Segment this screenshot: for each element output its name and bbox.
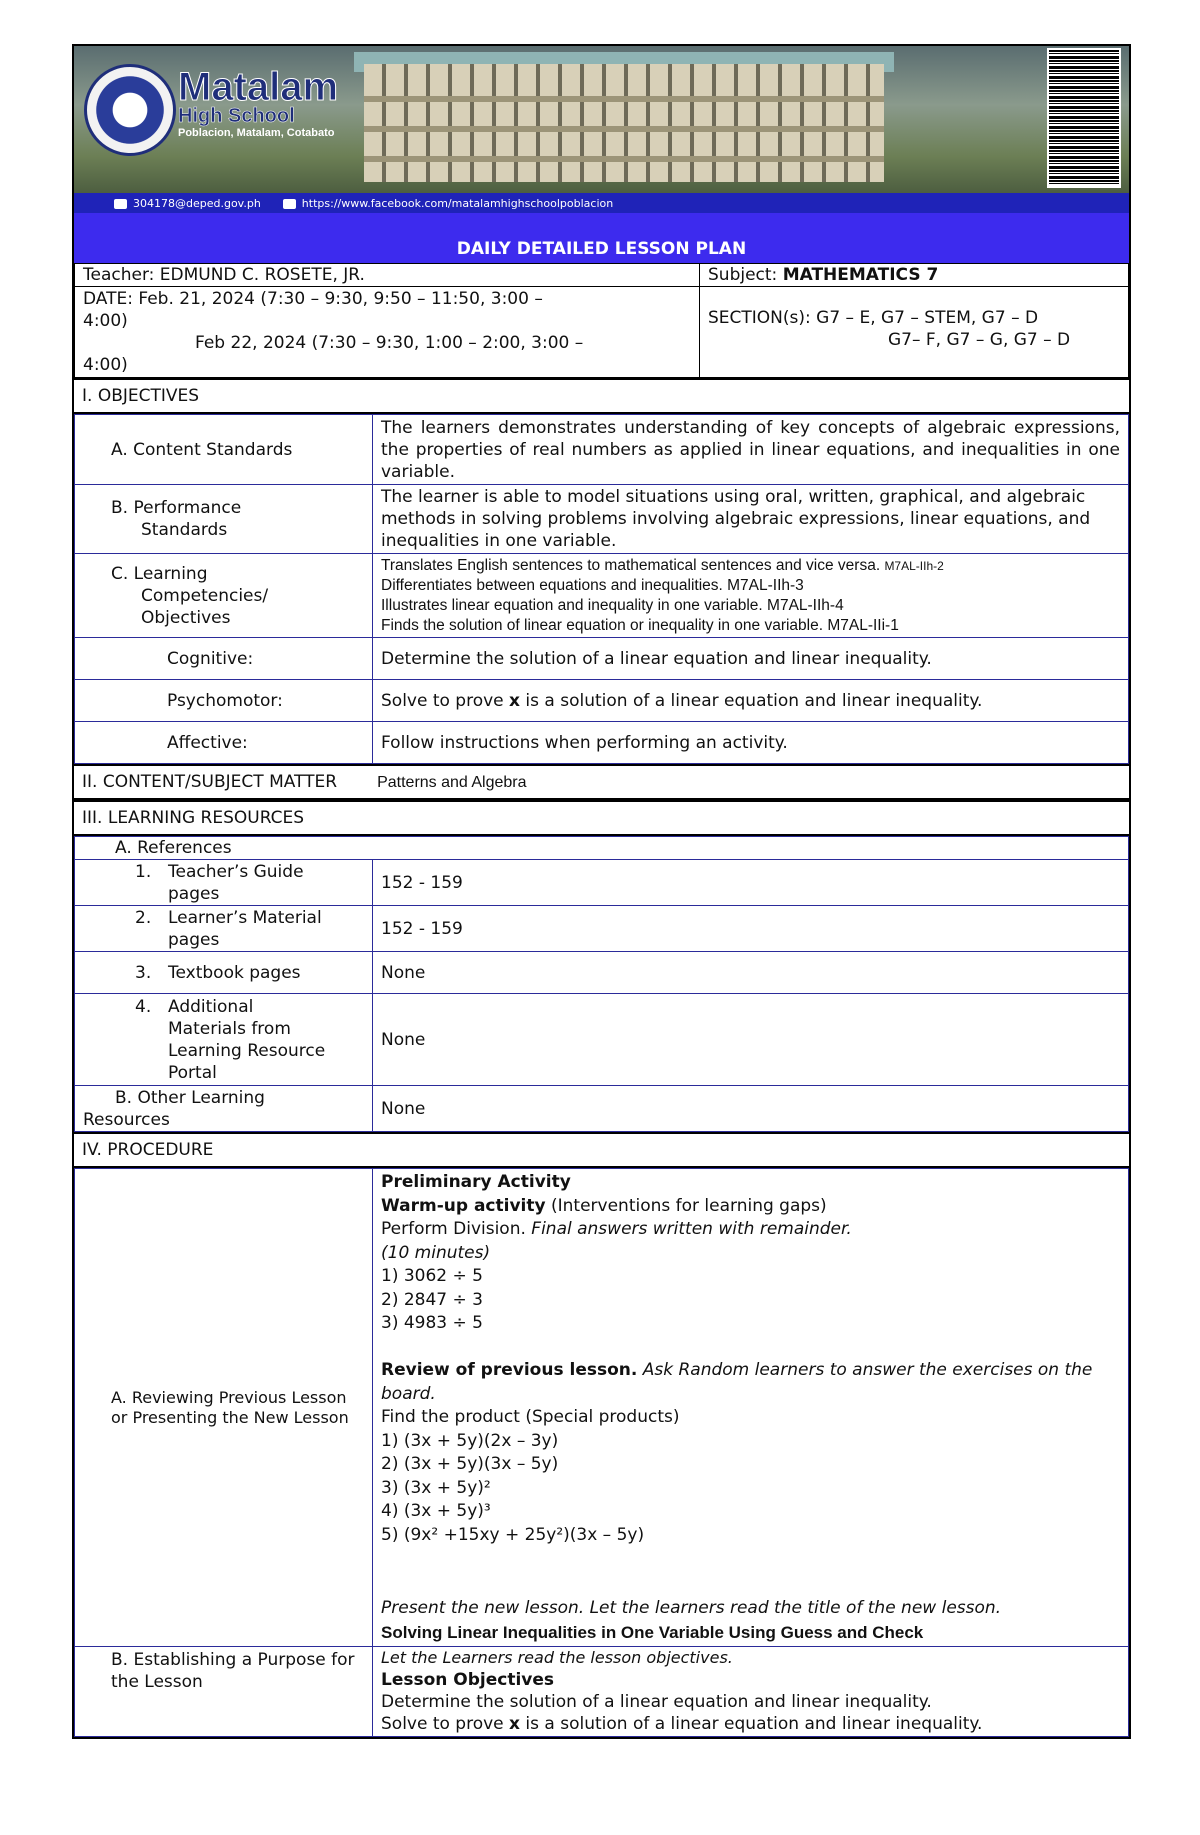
subject-cell: Subject: MATHEMATICS 7 <box>700 264 1129 287</box>
division-item: 3) 4983 ÷ 5 <box>381 1313 483 1333</box>
school-address: Poblacion, Matalam, Cotabato <box>178 127 335 139</box>
resources-table <box>74 836 1129 1132</box>
content-value: Patterns and Algebra <box>377 774 527 791</box>
date-cell: DATE: Feb. 21, 2024 (7:30 – 9:30, 9:50 – 11:50, 3:00 – 4:00) Feb 22, 2024 (7:30 – 9:30, 1:00 – 2:00, 3:00 – 4:00) <box>75 287 700 378</box>
division-item: 1) 3062 ÷ 5 <box>381 1266 483 1286</box>
competencies-label: C. Learning Competencies/ Objectives <box>75 554 373 638</box>
contact-bar <box>74 193 1129 213</box>
establishing-purpose-content: Let the Learners read the lesson objectives. Lesson Objectives Determine the solution of a linear equation and linear inequality. Solve to prove x is a solution of a linear equation and linear inequality. <box>373 1647 1129 1737</box>
resources-heading: III. LEARNING RESOURCES <box>74 800 1129 836</box>
facebook-icon <box>283 199 296 209</box>
reviewing-lesson-content: Preliminary Activity Warm-up activity (Interventions for learning gaps) Perform Division. Final answers written with remainder. (10 minutes) 1) 3062 ÷ 5 2) 2847 ÷ 3 3) 4983 ÷ 5 Review of previous lesson. Ask Random learners to answer the exercises on the board. Find the product (Special products) 1) (3x + 5y)(2x – 3y) 2) (3x + 5y)(3x – 5y) 3) (3x + 5y)² 4) (3x + 5y)³ 5) (9x² +15xy + 25y²)(3x – 5y) Present the new lesson. Let the learners read the title of the new lesson. Solving Linear Inequalities in One Variable Using Guess and Check <box>373 1169 1129 1647</box>
establishing-purpose-label: B. Establishing a Purpose for the Lesson <box>75 1647 373 1737</box>
performance-standards-text: The learner is able to model situations using oral, written, graphical, and algebraic methods in solving problems involving algebraic expressions, linear equations, and inequalities in one variable. <box>373 485 1129 554</box>
cognitive-label: Cognitive: <box>75 638 373 680</box>
affective-label: Affective: <box>75 722 373 764</box>
email-contact[interactable]: 304178@deped.gov.ph <box>114 197 261 210</box>
info-table <box>74 263 1129 378</box>
other-resources-label: B. Other Learning Resources <box>75 1086 373 1132</box>
preliminary-activity-title: Preliminary Activity <box>381 1172 571 1192</box>
gmail-icon <box>114 199 127 209</box>
reviewing-lesson-label: A. Reviewing Previous Lesson or Presenting the New Lesson <box>75 1169 373 1647</box>
learners-material-label: 2. Learner’s Material pages <box>75 906 373 952</box>
objectives-heading: I. OBJECTIVES <box>74 378 1129 414</box>
competency-item: Finds the solution of linear equation or inequality in one variable. M7AL-IIi-1 <box>381 616 899 634</box>
facebook-contact[interactable]: https://www.facebook.com/matalamhighschoolpoblacion <box>283 197 613 210</box>
teachers-guide-value: 152 - 159 <box>373 860 1129 906</box>
product-item: 2) (3x + 5y)(3x – 5y) <box>381 1454 559 1474</box>
procedure-heading: IV. PROCEDURE <box>74 1132 1129 1168</box>
new-lesson-title: Solving Linear Inequalities in One Variable Using Guess and Check <box>381 1622 924 1642</box>
document-title: DAILY DETAILED LESSON PLAN <box>74 213 1129 263</box>
lesson-plan-page <box>72 44 1131 1739</box>
content-standards-label: A. Content Standards <box>75 415 373 485</box>
competency-item: Differentiates between equations and inequalities. M7AL-IIh-3 <box>381 576 804 594</box>
competency-item: Illustrates linear equation and inequality in one variable. M7AL-IIh-4 <box>381 596 844 614</box>
school-seal-logo <box>84 64 176 156</box>
content-standards-text: The learners demonstrates understanding of key concepts of algebraic expressions, the properties of real numbers as applied in linear equations, and inequalities in one variable. <box>373 415 1129 485</box>
textbook-value: None <box>373 952 1129 994</box>
product-item: 1) (3x + 5y)(2x – 3y) <box>381 1430 559 1451</box>
teacher-cell: Teacher: EDMUND C. ROSETE, JR. <box>75 264 700 287</box>
learners-material-value: 152 - 159 <box>373 906 1129 952</box>
competencies-list <box>373 554 1129 638</box>
additional-materials-value: None <box>373 994 1129 1086</box>
product-item: 5) (9x² +15xy + 25y²)(3x – 5y) <box>381 1524 645 1545</box>
barcode-icon <box>1047 48 1121 188</box>
school-banner <box>74 46 1129 193</box>
additional-materials-label: 4. Additional Materials from Learning Resource Portal <box>75 994 373 1086</box>
division-item: 2) 2847 ÷ 3 <box>381 1289 483 1310</box>
psychomotor-text: Solve to prove x is a solution of a linear equation and linear inequality. <box>373 680 1129 722</box>
school-building-photo <box>364 64 884 182</box>
cognitive-text: Determine the solution of a linear equation and linear inequality. <box>373 638 1129 680</box>
product-item: 3) (3x + 5y)² <box>381 1477 491 1498</box>
teachers-guide-label: 1. Teacher’s Guide pages <box>75 860 373 906</box>
performance-standards-label: B. Performance Standards <box>75 485 373 554</box>
competency-item: Translates English sentences to mathematical sentences and vice versa. M7AL-IIh-2 <box>381 556 944 574</box>
school-name-block <box>178 65 339 140</box>
textbook-label: 3. Textbook pages <box>75 952 373 994</box>
psychomotor-label: Psychomotor: <box>75 680 373 722</box>
product-item: 4) (3x + 5y)³ <box>381 1501 491 1521</box>
procedure-table <box>74 1168 1129 1737</box>
school-name-line2: High School <box>178 105 295 127</box>
section-cell: SECTION(s): G7 – E, G7 – STEM, G7 – D G7– F, G7 – G, G7 – D <box>700 287 1129 378</box>
objectives-table <box>74 414 1129 764</box>
school-name-line1: Matalam <box>178 65 339 109</box>
other-resources-value: None <box>373 1086 1129 1132</box>
affective-text: Follow instructions when performing an activity. <box>373 722 1129 764</box>
references-label: A. References <box>75 837 1129 860</box>
subject-value: MATHEMATICS 7 <box>782 265 939 285</box>
content-heading: II. CONTENT/SUBJECT MATTER Patterns and Algebra <box>74 764 1129 800</box>
